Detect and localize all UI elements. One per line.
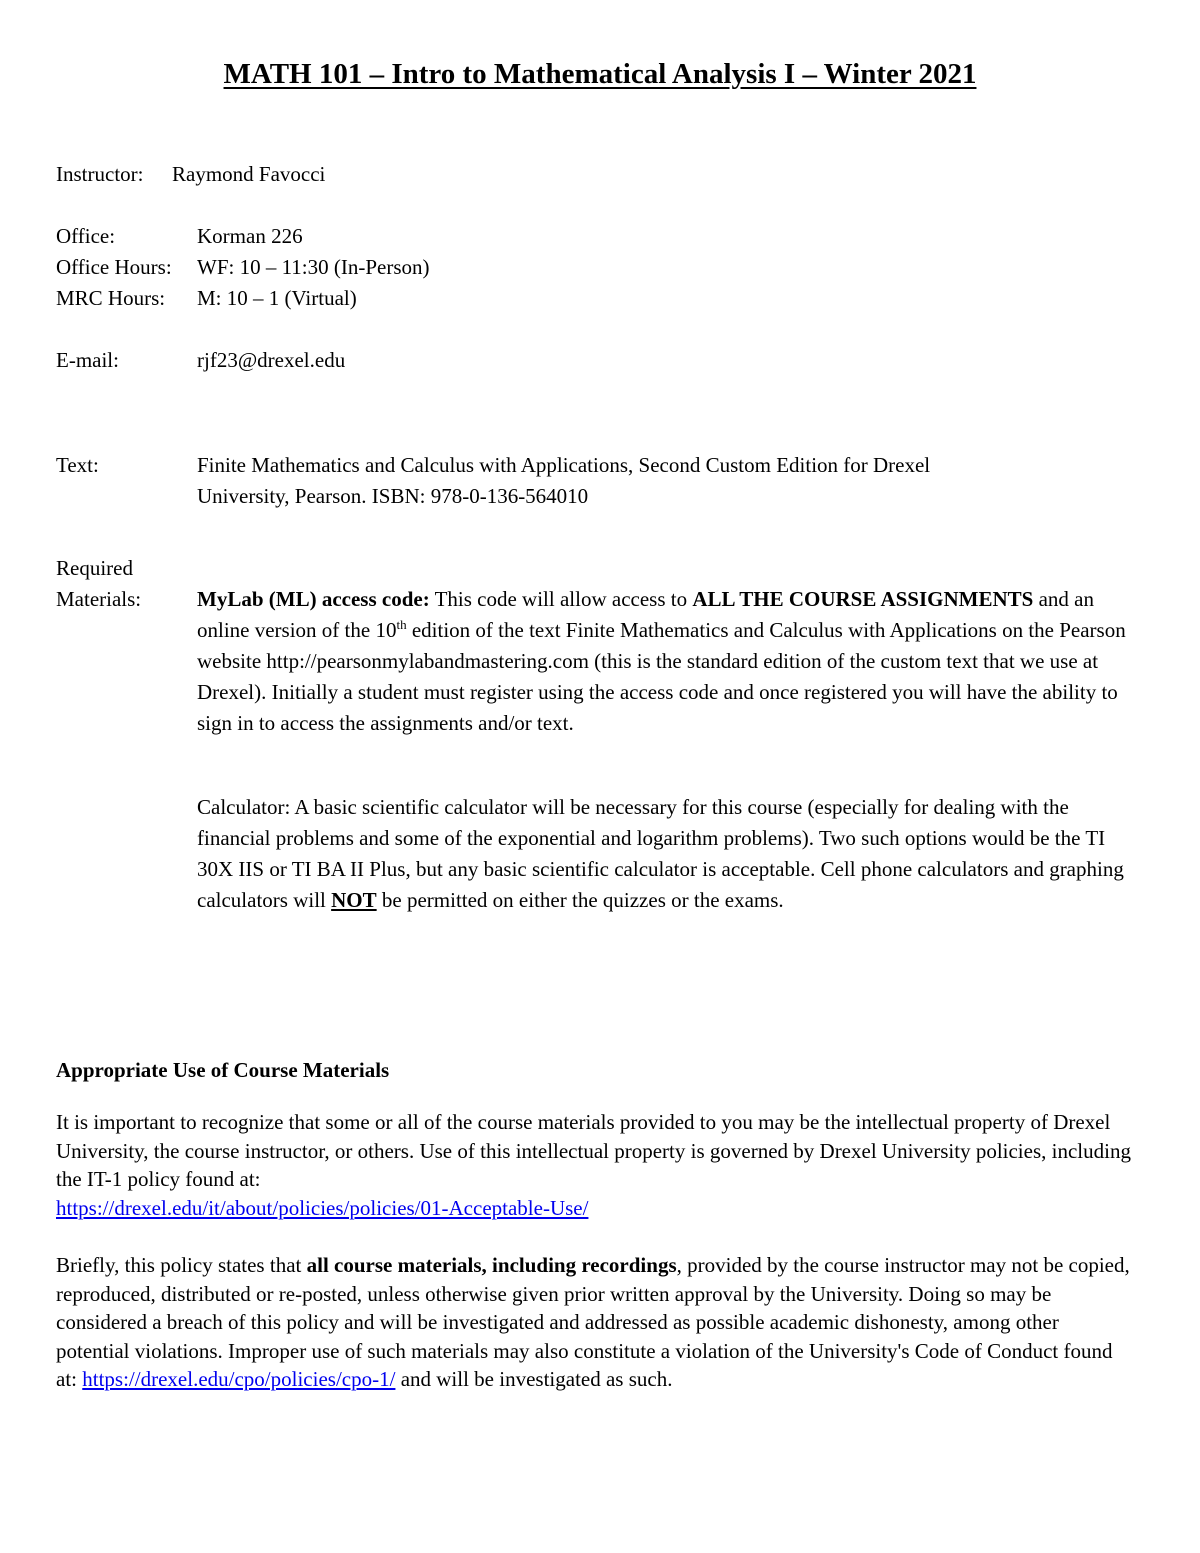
it-policy-link[interactable]: https://drexel.edu/it/about/policies/policies/01-Acceptable-Use/	[56, 1195, 589, 1220]
required-label: Required	[56, 556, 133, 580]
calculator-paragraph	[197, 792, 1137, 916]
materials-heading-text: Appropriate Use of Course Materials	[56, 1058, 390, 1082]
mylab-text-3: edition of the text Finite Mathematics and Calculus with Applications on the Pearson website http://pearsonmylabandmastering.com (this is the standard edition of the custom text that we use at Drexel). Initially a student must register using the access code and once registered you will have the ability to sign in to access the assignments and/or text.	[197, 618, 1126, 735]
email-value[interactable]: rjf23@drexel.edu	[197, 348, 346, 372]
mylab-text-2: and an online version of the 10	[197, 587, 1094, 642]
office-hours-value: WF: 10 – 11:30 (In-Person)	[197, 255, 430, 279]
office-label: Office:	[56, 224, 116, 248]
mylab-lead: MyLab (ML) access code:	[197, 587, 430, 611]
mylab-paragraph	[197, 584, 1137, 739]
materials-paragraph-1	[56, 1108, 1136, 1222]
materials-p2-text-b: , provided by the course instructor may not be copied, reproduced, distributed or re-posted, unless otherwise given prior written approval by the University. Doing so may be considered a breach of this policy and will be investigated and addressed as possible academic dishonesty, among other potential violations. Improper use of such materials may also constitute a violation of the University's Code of Conduct found at:	[56, 1253, 1130, 1391]
calculator-text-2: be permitted on either the quizzes or the exams.	[376, 888, 784, 912]
email-label: E-mail:	[56, 348, 119, 372]
instructor-label: Instructor:	[56, 162, 144, 186]
materials-p2-text-c: and will be investigated as such.	[395, 1367, 673, 1391]
calculator-text-1: Calculator: A basic scientific calculator will be necessary for this course (especially for dealing with the financial problems and some of the exponential and logarithm problems). Two such options would be the TI 30X IIS or TI BA II Plus, but any basic scientific calculator is acceptable. Cell phone calculators and graphing calculators will	[197, 795, 1124, 912]
mrc-hours-value: M: 10 – 1 (Virtual)	[197, 286, 357, 310]
code-of-conduct-link[interactable]: https://drexel.edu/cpo/policies/cpo-1/	[82, 1367, 396, 1391]
materials-p1-text: It is important to recognize that some or all of the course materials provided to you may be the intellectual property of Drexel University, the course instructor, or others. Use of this intellectual property is governed by Drexel University policies, including the IT-1 policy found at:	[56, 1110, 1131, 1191]
office-hours-label: Office Hours:	[56, 255, 172, 279]
text-label: Text:	[56, 453, 99, 477]
materials-label: Materials:	[56, 587, 142, 611]
text-line-1: Finite Mathematics and Calculus with Applications, Second Custom Edition for Drexel	[197, 453, 931, 477]
materials-heading	[56, 1056, 1136, 1085]
mylab-assignments: ALL THE COURSE ASSIGNMENTS	[692, 587, 1034, 611]
calculator-not: NOT	[331, 888, 377, 912]
materials-p2-bold: all course materials, including recordings	[306, 1253, 677, 1277]
materials-p2-text-a: Briefly, this policy states that	[56, 1253, 307, 1277]
office-value: Korman 226	[197, 224, 303, 248]
mylab-text-1: This code will allow access to	[429, 587, 693, 611]
mylab-sup: th	[396, 617, 407, 632]
page-title: MATH 101 – Intro to Mathematical Analysis I – Winter 2021	[223, 58, 977, 90]
materials-paragraph-2	[56, 1251, 1136, 1394]
instructor-value: Raymond Favocci	[172, 162, 326, 186]
text-line-2: University, Pearson. ISBN: 978-0-136-564010	[197, 484, 589, 508]
mrc-hours-label: MRC Hours:	[56, 286, 166, 310]
